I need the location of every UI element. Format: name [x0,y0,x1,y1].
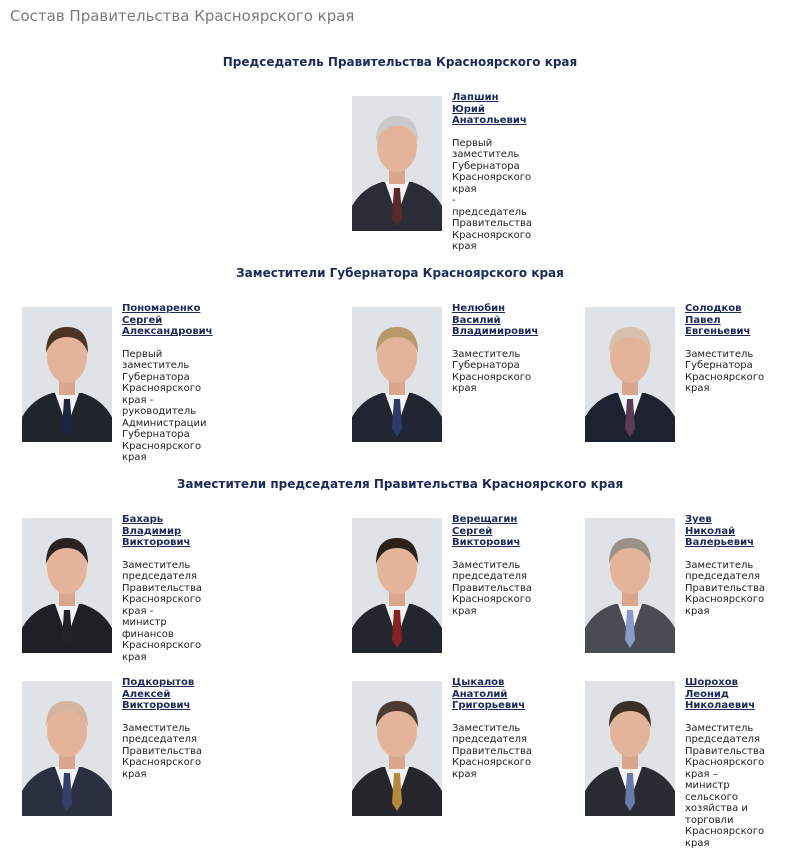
person-photo [22,518,112,653]
person-role-line: края [685,838,765,849]
person-role-line: Губернатора [685,360,764,372]
person-role-line: Красноярского [685,757,765,769]
person-surname: Верещагин [452,514,532,526]
person-role-line: Заместитель [452,560,532,572]
person-role-line: Красноярского края - [122,383,213,406]
person-info [122,303,213,464]
person-role-line: министр финансов Красноярского [122,617,202,652]
person-role [685,560,765,618]
person-patronymic: Анатольевич [452,115,532,127]
portrait-photo [352,681,442,816]
person-role-line: Красноярского края [452,230,532,253]
person-surname: Солодков [685,303,764,315]
portrait-photo [352,307,442,442]
person-info [452,677,532,780]
person-role-line: - [452,195,532,207]
person-role-line: края – [685,769,765,781]
portrait-photo [585,518,675,653]
person-info [452,303,538,395]
person-role-line: Первый заместитель [452,138,532,161]
person-photo [585,681,675,816]
person-patronymic: Николаевич [685,700,765,712]
person-patronymic: Владимирович [452,326,538,338]
person-surname: Подкорытов [122,677,202,689]
portrait-photo [22,681,112,816]
person-name-link[interactable] [452,514,532,549]
person-name-link[interactable] [122,677,202,712]
person-role-line: Правительства [452,583,532,595]
person-role [122,349,213,464]
section-title-vice-governors: Заместители Губернатора Красноярского края [0,266,800,280]
person-patronymic: Викторович [122,700,202,712]
person-firstname: Николай [685,526,765,538]
person-photo [352,681,442,816]
person-info [685,303,764,395]
person-info [122,514,202,663]
person-role-line: председатель [452,207,532,219]
person-name-link[interactable] [685,514,765,549]
person-role-line: председателя [452,571,532,583]
person-info [685,514,765,617]
person-info [685,677,765,849]
person-role-line: Правительства [452,218,532,230]
person-role-line: Заместитель [685,560,765,572]
person-name-link[interactable] [685,677,765,712]
person-role-line: Правительства [685,746,765,758]
person-role-line: Заместитель председателя [122,560,202,583]
section-title-chairman: Председатель Правительства Красноярского края [0,55,800,69]
section-title-vice-chairmen: Заместители председателя Правительства Красноярского края [0,477,800,491]
person-role-line: Красноярского края [452,757,532,780]
person-photo [352,518,442,653]
person-role-line: края [685,383,764,395]
person-role [685,349,764,395]
person-role-line: Губернатора [452,161,532,173]
person-role [122,560,202,664]
person-role [452,138,532,253]
person-photo [22,307,112,442]
person-role [452,349,538,395]
portrait-photo [585,681,675,816]
person-role-line: Первый заместитель Губернатора [122,349,213,384]
person-photo [352,96,442,231]
person-role-line: Заместитель [452,349,538,361]
person-surname: Шорохов [685,677,765,689]
person-photo [22,681,112,816]
person-photo [585,518,675,653]
person-name-link[interactable] [452,303,538,338]
person-role-line: торговли [685,815,765,827]
portrait-photo [22,518,112,653]
person-role-line: председателя [122,734,202,746]
person-role-line: руководитель Администрации [122,406,213,429]
person-role-line: края [685,606,765,618]
person-role [452,723,532,781]
person-role-line: Правительства Красноярского края - [122,583,202,618]
person-role-line: председателя [685,734,765,746]
person-role-line: Губернатора Красноярского края [122,429,213,464]
person-patronymic: Евгеньевич [685,326,764,338]
person-name-link[interactable] [122,303,213,338]
person-role-line: Заместитель [122,723,202,735]
person-patronymic: Александрович [122,326,213,338]
person-role-line: Правительства Красноярского края [122,746,202,781]
person-role-line: Правительства [685,583,765,595]
person-patronymic: Викторович [122,537,202,549]
person-firstname: Сергей [122,315,213,327]
person-surname: Нелюбин [452,303,538,315]
person-surname: Бахарь [122,514,202,526]
person-role-line: Красноярского [685,594,765,606]
person-role-line: края [122,652,202,664]
person-firstname: Юрий [452,104,532,116]
person-role-line: председателя [452,734,532,746]
person-patronymic: Викторович [452,537,532,549]
person-name-link[interactable] [122,514,202,549]
person-name-link[interactable] [452,677,532,712]
portrait-photo [585,307,675,442]
person-surname: Пономаренко [122,303,213,315]
person-patronymic: Валерьевич [685,537,765,549]
person-firstname: Владимир [122,526,202,538]
person-firstname: Алексей [122,689,202,701]
person-role-line: Красноярского края [452,372,538,395]
person-info [452,92,532,253]
person-role-line: Правительства [452,746,532,758]
person-role-line: Красноярского края [452,594,532,617]
person-role-line: Заместитель [685,723,765,735]
person-photo [352,307,442,442]
person-name-link[interactable] [685,303,764,338]
person-surname: Зуев [685,514,765,526]
person-role-line: председателя [685,571,765,583]
person-firstname: Павел [685,315,764,327]
person-info [452,514,532,617]
person-role [685,723,765,849]
person-role-line: Красноярского [685,826,765,838]
person-surname: Цыкалов [452,677,532,689]
person-name-link[interactable] [452,92,532,127]
person-role [452,560,532,618]
person-role-line: Красноярского [685,372,764,384]
person-info [122,677,202,780]
person-firstname: Леонид [685,689,765,701]
person-role-line: хозяйства и [685,803,765,815]
person-firstname: Сергей [452,526,532,538]
portrait-photo [22,307,112,442]
person-surname: Лапшин [452,92,532,104]
person-firstname: Анатолий [452,689,532,701]
portrait-photo [352,518,442,653]
portrait-photo [352,96,442,231]
person-photo [585,307,675,442]
person-firstname: Василий [452,315,538,327]
person-role-line: министр сельского [685,780,765,803]
person-patronymic: Григорьевич [452,700,532,712]
person-role-line: Губернатора [452,360,538,372]
person-role [122,723,202,781]
page-title: Состав Правительства Красноярского края [10,7,354,25]
person-role-line: Заместитель [452,723,532,735]
person-role-line: Красноярского края [452,172,532,195]
person-role-line: Заместитель [685,349,764,361]
